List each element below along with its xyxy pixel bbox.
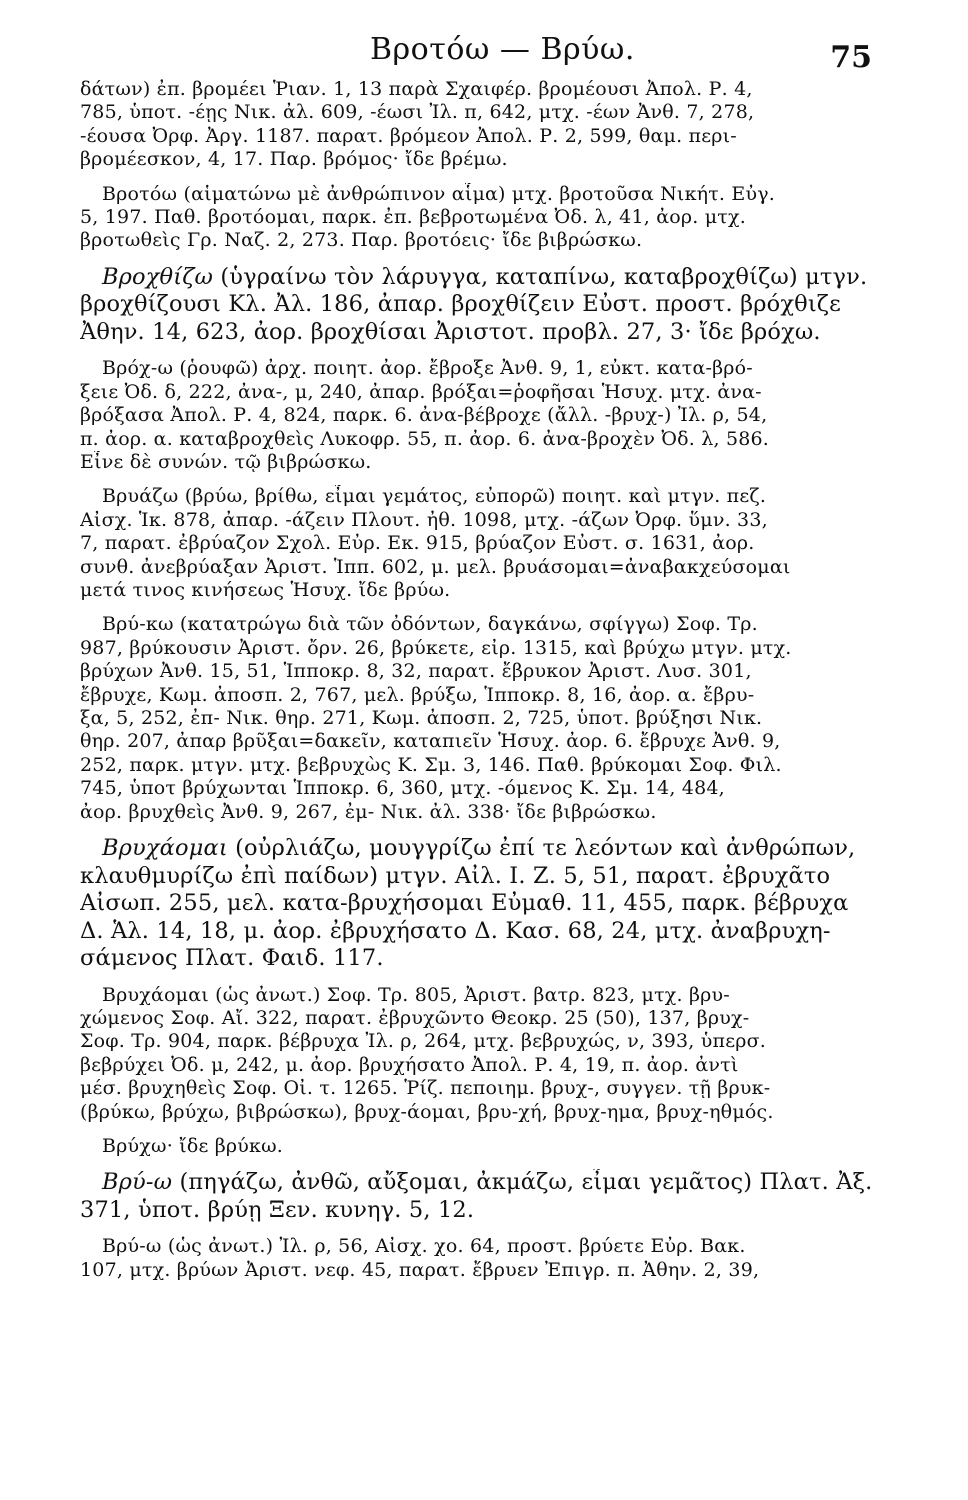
entry-bryo bbox=[80, 1235, 880, 1282]
entry-bryazo bbox=[80, 485, 880, 602]
entry-line: βροτωθεὶς Γρ. Ναζ. 2, 273. Παρ. βροτόεις· ἴδε βιβρώσκω. bbox=[80, 229, 643, 252]
entry-headword-line: Βρόχ-ω (ῥουφῶ) ἀρχ. ποιητ. ἀορ. ἔβροξε Ἀνθ. 9, 1, εὐκτ. κατα-βρό- bbox=[102, 357, 753, 380]
entry-headword-line: Βρύ-ω (πηγάζω, ἀνθῶ, αὔξομαι, ἀκμάζω, εἶμαι γεμᾶτος) Πλατ. Ἀξ. bbox=[102, 1169, 873, 1196]
entry-line: ἀορ. βρυχθεὶς Ἀνθ. 9, 267, ἐμ- Νικ. ἀλ. 338· ἴδε βιβρώσκω. bbox=[80, 800, 657, 823]
running-head-title: Βροτόω — Βρύω. bbox=[370, 32, 635, 67]
entry-line: -έουσα Ὀρφ. Ἀργ. 1187. παρατ. βρόμεον Ἀπολ. Ρ. 2, 599, θαμ. περι- bbox=[80, 124, 737, 147]
entry-line: συνθ. ἀνεβρύαξαν Ἀριστ. Ἱππ. 602, μ. μελ. βρυάσομαι=ἀναβακχεύσομαι bbox=[80, 555, 791, 578]
entry-line: χώμενος Σοφ. Αἴ. 322, παρατ. ἐβρυχῶντο Θεοκρ. 25 (50), 137, βρυχ- bbox=[80, 1006, 750, 1029]
entry-brocho bbox=[80, 357, 880, 474]
entry-brychaomai-italic bbox=[80, 835, 880, 973]
entry-line: Αἰσωπ. 255, μελ. κατα-βρυχήσομαι Εὐμαθ. 11, 455, παρκ. βέβρυχα bbox=[80, 890, 849, 917]
entry-bryko bbox=[80, 613, 880, 824]
entry-line: 987, βρύκουσιν Ἀριστ. ὄρν. 26, βρύκετε, εἰρ. 1315, καὶ βρύχω μτγν. μτχ. bbox=[80, 636, 792, 659]
running-head bbox=[0, 32, 968, 75]
entry-line: ξειε Ὀδ. δ, 222, ἀνα-, μ, 240, ἀπαρ. βρόξαι=ῥοφῆσαι Ἡσυχ. μτχ. ἀνα- bbox=[80, 380, 762, 403]
entry-line: ἔβρυχε, Κωμ. ἀποσπ. 2, 767, μελ. βρύξω, Ἱπποκρ. 8, 16, ἀορ. α. ἔβρυ- bbox=[80, 683, 755, 706]
entry-line: θηρ. 207, ἀπαρ βρῦξαι=δακεῖν, καταπιεῖν Ἡσυχ. ἀορ. 6. ἔβρυχε Ἀνθ. 9, bbox=[80, 730, 781, 753]
entry-line: βρύχων Ἀνθ. 15, 51, Ἱπποκρ. 8, 32, παρατ. ἔβρυκον Ἀριστ. Λυσ. 301, bbox=[80, 660, 752, 683]
entry-line: Σοφ. Τρ. 904, παρκ. βέβρυχα Ἰλ. ρ, 264, μτχ. βεβρυχώς, ν, 393, ὑπερσ. bbox=[80, 1030, 767, 1053]
entry-line: σάμενος Πλατ. Φαιδ. 117. bbox=[80, 945, 384, 972]
entry-line: κλαυθμυρίζω ἐπὶ παίδων) μτγν. Αἰλ. Ι. Ζ. 5, 51, παρατ. ἐβρυχᾶτο bbox=[80, 862, 831, 889]
entry-continuation bbox=[80, 78, 880, 172]
entry-line: 745, ὑποτ βρύχωνται Ἱπποκρ. 6, 360, μτχ. -όμενος Κ. Σμ. 14, 484, bbox=[80, 777, 725, 800]
entry-line: 107, μτχ. βρύων Ἀριστ. νεφ. 45, παρατ. ἔβρυεν Ἐπιγρ. π. Ἀθην. 2, 39, bbox=[80, 1258, 760, 1281]
entry-line: Αἰσχ. Ἱκ. 878, ἀπαρ. -άζειν Πλουτ. ἠθ. 1098, μτχ. -άζων Ὀρφ. ὕμν. 33, bbox=[80, 508, 768, 531]
entry-line: 785, ὑποτ. -έῃς Νικ. ἀλ. 609, -έωσι Ἰλ. π, 642, μτχ. -έων Ἀνθ. 7, 278, bbox=[80, 101, 755, 124]
entry-line: μετά τινος κινήσεως Ἡσυχ. ἴδε βρύω. bbox=[80, 579, 451, 601]
entry-headword-line: Βροτόω (αἱματώνω μὲ ἀνθρώπινον αἷμα) μτχ. βροτοῦσα Νικήτ. Εὐγ. bbox=[102, 182, 776, 205]
headword: Βροχθίζω bbox=[102, 263, 214, 290]
entry-line: Ἀθην. 14, 623, ἀορ. βροχθίσαι Ἀριστοτ. προβλ. 27, 3· ἴδε βρόχω. bbox=[80, 318, 821, 345]
entry-headword-line: Βρύχω· ἴδε βρύκω. bbox=[102, 1135, 284, 1157]
page-number: 75 bbox=[830, 40, 872, 75]
entry-headword-line: Βρυχάομαι (οὐρλιάζω, μουγγρίζω ἐπί τε λεόντων καὶ ἀνθρώπων, bbox=[102, 835, 856, 862]
entry-bryo-italic bbox=[80, 1169, 880, 1224]
entry-line: μέσ. βρυχηθεὶς Σοφ. Οἰ. τ. 1265. Ῥίζ. πεποιημ. βρυχ-, συγγεν. τῇ βρυκ- bbox=[80, 1077, 771, 1100]
entry-headword-line: Βρυάζω (βρύω, βρίθω, εἶμαι γεμάτος, εὐπορῶ) ποιητ. καὶ μτγν. πεζ. bbox=[102, 485, 767, 508]
entry-line: π. ἀορ. α. καταβροχθεὶς Λυκοφρ. 55, π. ἀορ. 6. ἀνα-βροχὲν Ὀδ. λ, 586. bbox=[80, 427, 770, 450]
entry-line: ξα, 5, 252, ἐπ- Νικ. θηρ. 271, Κωμ. ἀποσπ. 2, 725, ὑποτ. βρύξησι Νικ. bbox=[80, 707, 763, 730]
entry-headword-line: Βρύ-κω (κατατρώγω διὰ τῶν ὀδόντων, δαγκάνω, σφίγγω) Σοφ. Τρ. bbox=[102, 613, 758, 636]
entry-line: δάτων) ἐπ. βρομέει Ῥιαν. 1, 13 παρὰ Σχαιφέρ. βρομέουσι Ἀπολ. Ρ. 4, bbox=[80, 78, 753, 100]
entry-headword-line: Βρυχάομαι (ὡς ἀνωτ.) Σοφ. Τρ. 805, Ἀριστ. βατρ. 823, μτχ. βρυ- bbox=[102, 983, 730, 1006]
entry-headword-line: Βροχθίζω (ὑγραίνω τὸν λάρυγγα, καταπίνω, καταβροχθίζω) μτγν. bbox=[102, 263, 868, 290]
entry-line: (βρύκω, βρύχω, βιβρώσκω), βρυχ-άομαι, βρυ-χή, βρυχ-ημα, βρυχ-ηθμός. bbox=[80, 1100, 774, 1123]
entry-line: 252, παρκ. μτγν. μτχ. βεβρυχὼς Κ. Σμ. 3, 146. Παθ. βρύκομαι Σοφ. Φιλ. bbox=[80, 753, 782, 776]
page-body bbox=[80, 78, 880, 1293]
entry-brochthizo bbox=[80, 264, 880, 347]
entry-line: 5, 197. Παθ. βροτόομαι, παρκ. ἐπ. βεβροτωμένα Ὀδ. λ, 41, ἀορ. μτχ. bbox=[80, 206, 746, 229]
entry-line: 371, ὑποτ. βρύῃ Ξεν. κυνηγ. 5, 12. bbox=[80, 1196, 475, 1223]
headword: Βρύ-ω bbox=[102, 1169, 173, 1196]
entry-brycho bbox=[80, 1135, 880, 1158]
entry-line: βρομέεσκον, 4, 17. Παρ. βρόμος· ἴδε βρέμω. bbox=[80, 148, 508, 171]
entry-brotoo bbox=[80, 183, 880, 253]
headword: Βρυχάομαι bbox=[102, 835, 228, 862]
entry-line: 7, παρατ. ἐβρύαζον Σχολ. Εὐρ. Εκ. 915, βρύαζον Εὐστ. σ. 1631, ἀορ. bbox=[80, 532, 755, 555]
entry-line: Δ. Ἁλ. 14, 18, μ. ἀορ. ἐβρυχήσατο Δ. Κασ. 68, 24, μτχ. ἀναβρυχη- bbox=[80, 917, 831, 944]
entry-brychaomai bbox=[80, 984, 880, 1124]
entry-line: βεβρύχει Ὀδ. μ, 242, μ. ἀορ. βρυχήσατο Ἀπολ. Ρ. 4, 19, π. ἀορ. ἀντὶ bbox=[80, 1053, 739, 1076]
entry-headword-line: Βρύ-ω (ὡς ἀνωτ.) Ἰλ. ρ, 56, Αἰσχ. χο. 64, προστ. βρύετε Εὐρ. Βακ. bbox=[102, 1235, 746, 1258]
entry-line: βροχθίζουσι Κλ. Ἀλ. 186, ἀπαρ. βροχθίζειν Εὐστ. προστ. βρόχθιζε bbox=[80, 291, 841, 318]
entry-line: βρόξασα Ἀπολ. Ρ. 4, 824, παρκ. 6. ἀνα-βέβροχε (ἄλλ. -βρυχ-) Ἰλ. ρ, 54, bbox=[80, 404, 768, 427]
entry-line: Εἶνε δὲ συνών. τῷ βιβρώσκω. bbox=[80, 450, 372, 473]
